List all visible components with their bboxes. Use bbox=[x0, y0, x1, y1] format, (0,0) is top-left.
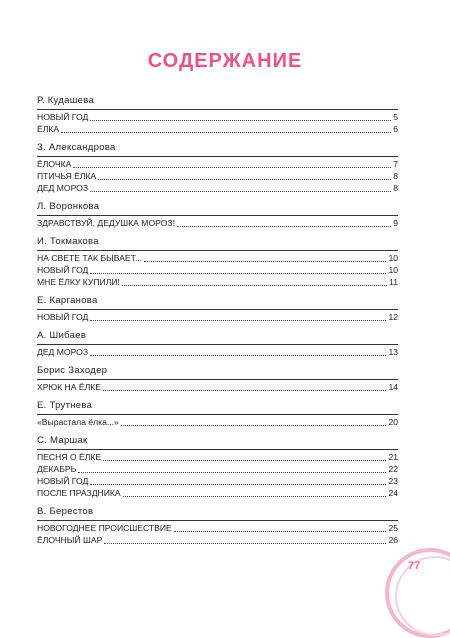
dot-leader bbox=[144, 253, 386, 262]
toc-section bbox=[37, 400, 398, 428]
entry-page-number: 12 bbox=[388, 312, 398, 322]
entry-page-number: 22 bbox=[388, 464, 398, 474]
entry-title: НОВЫЙ ГОД bbox=[37, 476, 89, 486]
page-number: 77 bbox=[408, 560, 421, 572]
dot-leader bbox=[103, 452, 386, 461]
toc-section bbox=[37, 201, 398, 229]
toc-section bbox=[37, 330, 398, 358]
toc-section bbox=[37, 295, 398, 323]
dot-leader bbox=[90, 312, 386, 321]
toc-entry[interactable] bbox=[37, 217, 398, 229]
entry-title: НОВОГОДНЕЕ ПРОИСШЕСТВИЕ bbox=[37, 523, 172, 533]
entry-page-number: 26 bbox=[388, 535, 398, 545]
toc-entry[interactable] bbox=[37, 487, 398, 499]
author-name: С. Маршак bbox=[37, 435, 398, 450]
dot-leader bbox=[90, 476, 386, 485]
dot-leader bbox=[98, 171, 391, 180]
entry-page-number: 5 bbox=[393, 112, 398, 122]
entry-page-number: 8 bbox=[393, 183, 398, 193]
toc-entry[interactable] bbox=[37, 111, 398, 123]
entry-title: ЁЛОЧНЫЙ ШАР bbox=[37, 535, 103, 545]
dot-leader bbox=[177, 218, 391, 227]
entry-page-number: 20 bbox=[388, 417, 398, 427]
dot-leader bbox=[174, 523, 387, 532]
dot-leader bbox=[90, 265, 386, 274]
table-of-contents bbox=[37, 95, 398, 553]
entry-title: НОВЫЙ ГОД bbox=[37, 265, 89, 275]
author-name: Е. Карганова bbox=[37, 295, 398, 310]
entry-title: НОВЫЙ ГОД bbox=[37, 312, 89, 322]
author-name: Е. Трутнева bbox=[37, 400, 398, 415]
entry-title: ПТИЧЬЯ ЁЛКА bbox=[37, 171, 97, 181]
entry-page-number: 25 bbox=[388, 523, 398, 533]
entry-title: НА СВЕТЕ ТАК БЫВАЕТ... bbox=[37, 253, 143, 263]
toc-entry[interactable] bbox=[37, 170, 398, 182]
author-name: А. Шибаев bbox=[37, 330, 398, 345]
author-name: В. Берестов bbox=[37, 506, 398, 521]
toc-section bbox=[37, 236, 398, 288]
toc-section bbox=[37, 365, 398, 393]
toc-entry[interactable] bbox=[37, 276, 398, 288]
dot-leader bbox=[90, 183, 391, 192]
entry-page-number: 24 bbox=[388, 488, 398, 498]
entry-page-number: 10 bbox=[388, 265, 398, 275]
toc-entry[interactable] bbox=[37, 158, 398, 170]
author-name: Р. Кудашева bbox=[37, 95, 398, 110]
entry-page-number: 10 bbox=[388, 253, 398, 263]
entry-page-number: 9 bbox=[393, 218, 398, 228]
entry-page-number: 21 bbox=[388, 452, 398, 462]
entry-title: ЗДРАВСТВУЙ, ДЕДУШКА МОРОЗ! bbox=[37, 218, 175, 228]
dot-leader bbox=[103, 382, 386, 391]
entry-title: ХРЮК НА ЁЛКЕ bbox=[37, 382, 101, 392]
dot-leader bbox=[73, 159, 391, 168]
toc-entry[interactable] bbox=[37, 346, 398, 358]
author-name: Борис Заходер bbox=[37, 365, 398, 380]
entry-page-number: 14 bbox=[388, 382, 398, 392]
entry-title: МНЕ ЁЛКУ КУПИЛИ! bbox=[37, 277, 120, 287]
entry-title: ДЕКАБРЬ bbox=[37, 464, 77, 474]
entry-title: ПЕСНЯ О ЁЛКЕ bbox=[37, 452, 102, 462]
toc-entry[interactable] bbox=[37, 522, 398, 534]
entry-title: НОВЫЙ ГОД bbox=[37, 112, 89, 122]
dot-leader bbox=[122, 277, 387, 286]
dot-leader bbox=[121, 417, 387, 426]
entry-title: «Вырастала ёлка...» bbox=[37, 417, 119, 427]
dot-leader bbox=[61, 124, 391, 133]
toc-entry[interactable] bbox=[37, 534, 398, 546]
toc-section bbox=[37, 95, 398, 135]
author-name: Л. Воронкова bbox=[37, 201, 398, 216]
toc-section bbox=[37, 435, 398, 499]
dot-leader bbox=[123, 488, 387, 497]
toc-entry[interactable] bbox=[37, 416, 398, 428]
entry-title: ЁЛКА bbox=[37, 124, 60, 134]
toc-entry[interactable] bbox=[37, 123, 398, 135]
toc-entry[interactable] bbox=[37, 182, 398, 194]
toc-entry[interactable] bbox=[37, 381, 398, 393]
author-name: З. Александрова bbox=[37, 142, 398, 157]
entry-title: ДЕД МОРОЗ bbox=[37, 183, 89, 193]
dot-leader bbox=[78, 464, 386, 473]
entry-title: ДЕД МОРОЗ bbox=[37, 347, 89, 357]
toc-entry[interactable] bbox=[37, 475, 398, 487]
toc-entry[interactable] bbox=[37, 463, 398, 475]
entry-page-number: 6 bbox=[393, 124, 398, 134]
entry-page-number: 11 bbox=[389, 277, 398, 287]
entry-page-number: 7 bbox=[393, 159, 398, 169]
entry-page-number: 8 bbox=[393, 171, 398, 181]
page-title: СОДЕРЖАНИЕ bbox=[147, 50, 303, 72]
toc-entry[interactable] bbox=[37, 451, 398, 463]
toc-section bbox=[37, 506, 398, 546]
entry-title: ЁЛОЧКА bbox=[37, 159, 72, 169]
toc-entry[interactable] bbox=[37, 311, 398, 323]
entry-page-number: 13 bbox=[388, 347, 398, 357]
dot-leader bbox=[90, 112, 391, 121]
toc-entry[interactable] bbox=[37, 252, 398, 264]
author-name: И. Токмакова bbox=[37, 236, 398, 251]
entry-title: ПОСЛЕ ПРАЗДНИКА bbox=[37, 488, 121, 498]
dot-leader bbox=[90, 347, 386, 356]
toc-section bbox=[37, 142, 398, 194]
dot-leader bbox=[104, 535, 386, 544]
entry-page-number: 23 bbox=[388, 476, 398, 486]
toc-entry[interactable] bbox=[37, 264, 398, 276]
